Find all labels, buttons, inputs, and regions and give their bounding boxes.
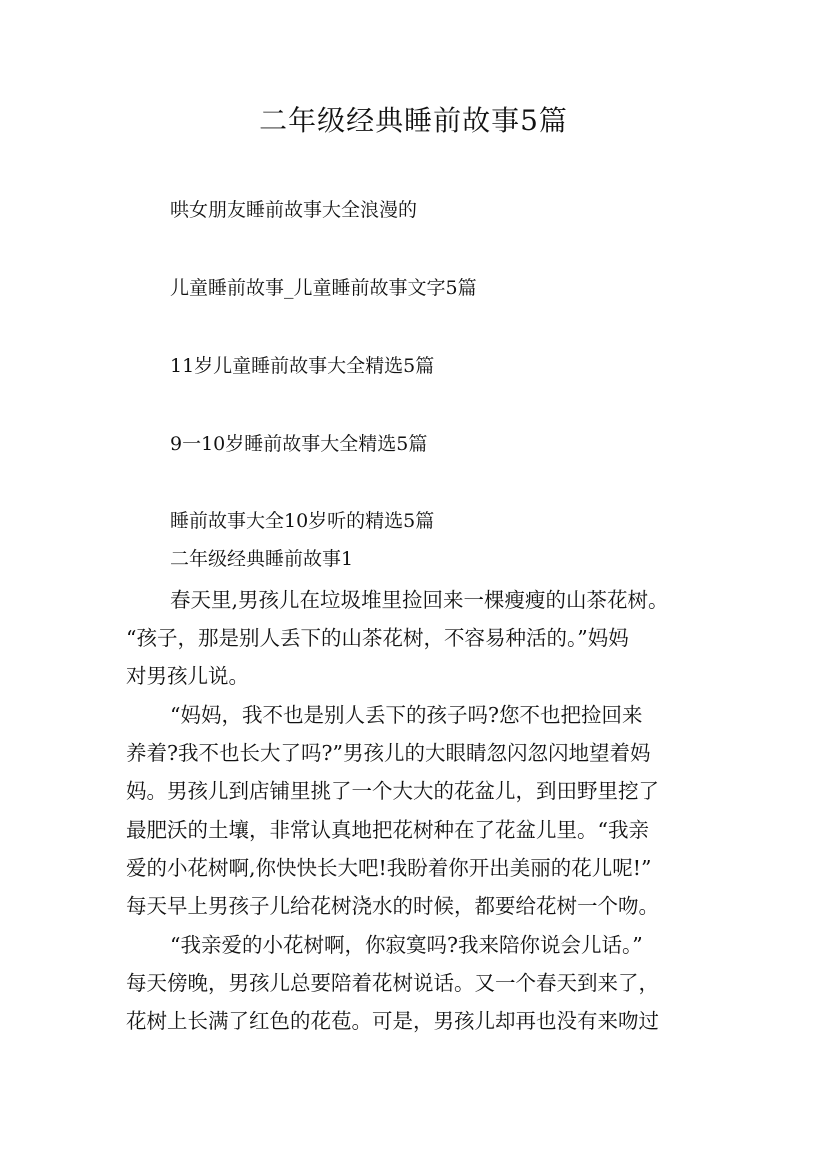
section-heading: 二年级经典睡前故事1 <box>170 548 354 570</box>
toc-item[interactable]: 睡前故事大全10岁听的精选5篇 <box>170 510 435 532</box>
body-line: 春天里,男孩儿在垃圾堆里捡回来一棵瘦瘦的山茶花树。 <box>170 588 669 612</box>
document-title: 二年级经典睡前故事5篇 <box>259 104 568 137</box>
body-line: “妈妈，我不也是别人丢下的孩子吗?您不也把捡回来 <box>170 703 643 727</box>
toc-item[interactable]: 9一10岁睡前故事大全精选5篇 <box>170 433 428 455</box>
body-line: 每天早上男孩子儿给花树浇水的时候，都要给花树一个吻。 <box>126 894 659 918</box>
body-line: 养着?我不也长大了吗?”男孩儿的大眼睛忽闪忽闪地望着妈 <box>126 741 651 765</box>
body-line: 妈。男孩儿到店铺里挑了一个大大的花盆儿，到田野里挖了 <box>126 779 659 803</box>
body-line: 最肥沃的土壤，非常认真地把花树种在了花盆儿里。“我亲 <box>126 818 649 842</box>
body-line: 爱的小花树啊,你快快长大吧!我盼着你开出美丽的花儿呢!” <box>126 856 652 880</box>
body-line: “孩子，那是别人丢下的山茶花树，不容易种活的。”妈妈 <box>126 626 629 650</box>
body-line: 对男孩儿说。 <box>126 664 249 688</box>
toc-item[interactable]: 儿童睡前故事_儿童睡前故事文字5篇 <box>170 277 477 299</box>
toc-item[interactable]: 11岁儿童睡前故事大全精选5篇 <box>170 355 435 377</box>
body-line: 每天傍晚，男孩儿总要陪着花树说话。又一个春天到来了， <box>126 971 659 995</box>
body-line: 花树上长满了红色的花苞。可是，男孩儿却再也没有来吻过 <box>126 1009 659 1033</box>
toc-item[interactable]: 哄女朋友睡前故事大全浪漫的 <box>170 199 418 221</box>
body-line: “我亲爱的小花树啊，你寂寞吗?我来陪你说会儿话。” <box>170 933 643 957</box>
